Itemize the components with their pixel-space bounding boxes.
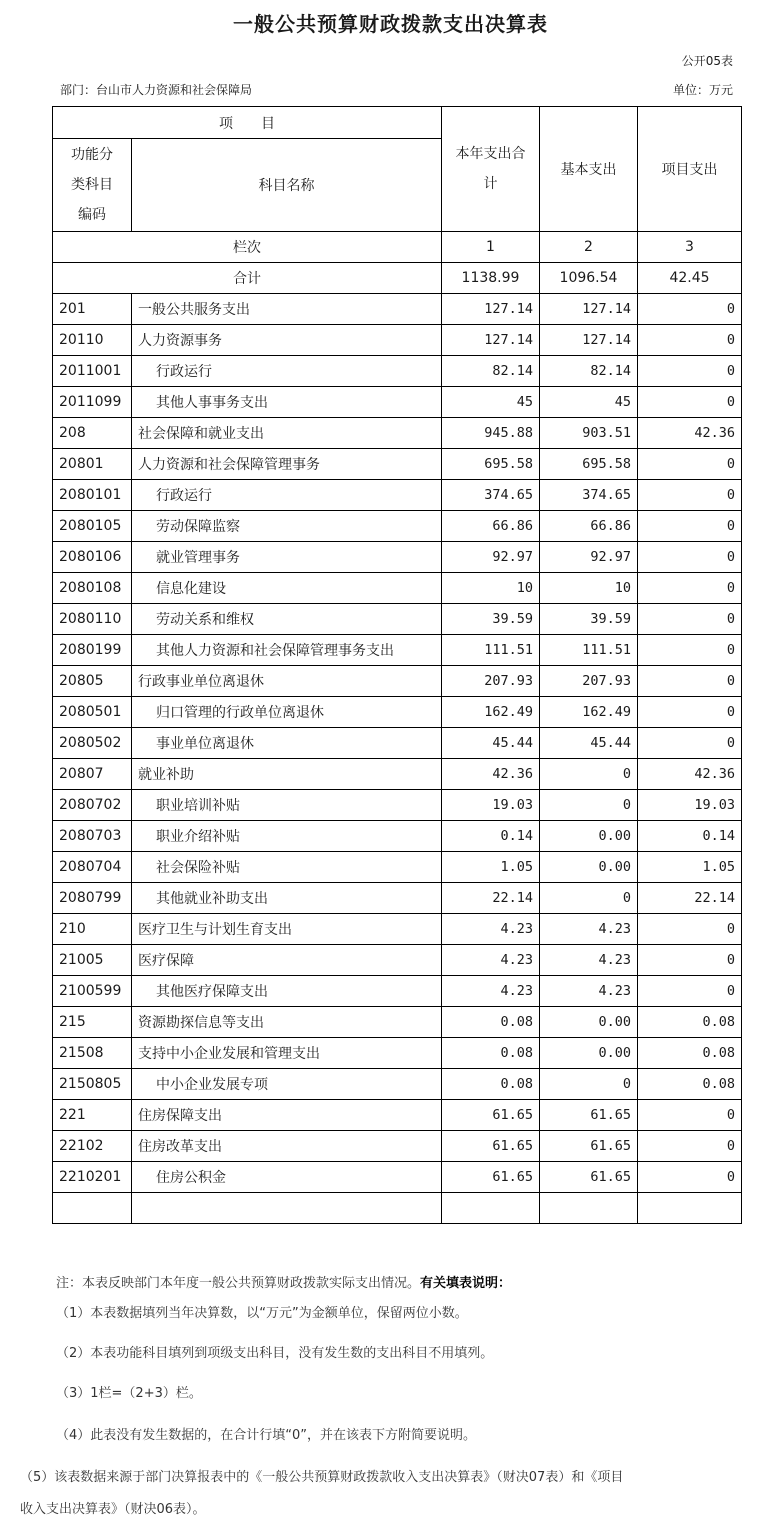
header-total-line2: 计 (483, 176, 498, 192)
row-total: 82.14 (442, 356, 540, 387)
empty-cell (442, 1193, 540, 1224)
row-basic: 162.49 (540, 697, 638, 728)
row-subject-name: 人力资源事务 (132, 325, 442, 356)
row-subject-name: 支持中小企业发展和管理支出 (132, 1038, 442, 1069)
row-project: 0 (638, 542, 742, 573)
row-basic: 0 (540, 1069, 638, 1100)
row-subject-name: 就业补助 (132, 759, 442, 790)
table-row (53, 1131, 742, 1162)
note-5-line1: （5）该表数据来源于部门决算报表中的《一般公共预算财政拨款收入支出决算表》（财决07表）和《项目 (20, 1470, 624, 1485)
row-subject-name: 资源勘探信息等支出 (132, 1007, 442, 1038)
table-row (53, 604, 742, 635)
row-subject-name: 就业管理事务 (132, 542, 442, 573)
row-code: 2011001 (53, 356, 132, 387)
row-project: 0 (638, 1162, 742, 1193)
row-code: 2080106 (53, 542, 132, 573)
row-code: 2150805 (53, 1069, 132, 1100)
row-subject-name: 社会保障和就业支出 (132, 418, 442, 449)
row-subject-name: 中小企业发展专项 (132, 1069, 442, 1100)
table-row (53, 294, 742, 325)
row-total: 162.49 (442, 697, 540, 728)
row-total: 127.14 (442, 294, 540, 325)
row-project: 0 (638, 635, 742, 666)
row-basic: 0 (540, 883, 638, 914)
row-project: 0 (638, 480, 742, 511)
table-row (53, 1069, 742, 1100)
header-basic: 基本支出 (540, 107, 638, 232)
header-total (442, 107, 540, 232)
row-basic: 4.23 (540, 945, 638, 976)
row-basic: 903.51 (540, 418, 638, 449)
row-basic: 45.44 (540, 728, 638, 759)
table-row (53, 356, 742, 387)
department-label: 部门：台山市人力资源和社会保障局 (60, 83, 253, 97)
empty-cell (540, 1193, 638, 1224)
row-total: 0.14 (442, 821, 540, 852)
row-code: 2080105 (53, 511, 132, 542)
row-project: 0 (638, 449, 742, 480)
row-basic: 695.58 (540, 449, 638, 480)
table-row (53, 728, 742, 759)
row-subject-name: 一般公共服务支出 (132, 294, 442, 325)
table-row (53, 914, 742, 945)
row-code: 20807 (53, 759, 132, 790)
form-code: 公开05表 (681, 54, 733, 68)
row-project: 0 (638, 387, 742, 418)
row-subject-name: 社会保险补贴 (132, 852, 442, 883)
row-code: 2080199 (53, 635, 132, 666)
row-project: 0.08 (638, 1007, 742, 1038)
column-index-2: 2 (540, 232, 638, 263)
table-row (53, 790, 742, 821)
header-func-code-line1: 功能分 (71, 147, 113, 163)
table-row (53, 1038, 742, 1069)
row-project: 0.14 (638, 821, 742, 852)
row-project: 0 (638, 511, 742, 542)
row-total: 39.59 (442, 604, 540, 635)
row-project: 0 (638, 573, 742, 604)
row-code: 20110 (53, 325, 132, 356)
row-total: 207.93 (442, 666, 540, 697)
row-subject-name: 医疗保障 (132, 945, 442, 976)
row-subject-name: 职业介绍补贴 (132, 821, 442, 852)
row-project: 42.36 (638, 418, 742, 449)
row-total: 4.23 (442, 945, 540, 976)
row-project: 0 (638, 294, 742, 325)
row-basic: 0.00 (540, 1007, 638, 1038)
row-project: 0.08 (638, 1069, 742, 1100)
row-code: 2011099 (53, 387, 132, 418)
row-total: 45.44 (442, 728, 540, 759)
row-basic: 45 (540, 387, 638, 418)
row-project: 1.05 (638, 852, 742, 883)
note-2: （2）本表功能科目填列到项级支出科目，没有发生数的支出科目不用填列。 (56, 1346, 494, 1361)
row-total: 4.23 (442, 976, 540, 1007)
table-row (53, 666, 742, 697)
empty-row (53, 1193, 742, 1224)
table-row (53, 387, 742, 418)
row-code: 2080101 (53, 480, 132, 511)
page-title: 一般公共预算财政拨款支出决算表 (233, 12, 548, 36)
row-code: 2080704 (53, 852, 132, 883)
row-total: 10 (442, 573, 540, 604)
table-row (53, 325, 742, 356)
row-project: 0 (638, 356, 742, 387)
note-4: （4）此表没有发生数据的，在合计行填“0”，并在该表下方附简要说明。 (56, 1428, 477, 1443)
row-code: 215 (53, 1007, 132, 1038)
table-row (53, 1162, 742, 1193)
row-code: 2080108 (53, 573, 132, 604)
sum-total: 1138.99 (442, 263, 540, 294)
row-subject-name: 归口管理的行政单位离退休 (132, 697, 442, 728)
column-index-label: 栏次 (53, 232, 442, 263)
empty-cell (132, 1193, 442, 1224)
row-subject-name: 职业培训补贴 (132, 790, 442, 821)
row-project: 22.14 (638, 883, 742, 914)
row-code: 2210201 (53, 1162, 132, 1193)
sum-basic: 1096.54 (540, 263, 638, 294)
row-code: 210 (53, 914, 132, 945)
row-code: 208 (53, 418, 132, 449)
table-row (53, 883, 742, 914)
table-row (53, 418, 742, 449)
row-basic: 66.86 (540, 511, 638, 542)
row-project: 0 (638, 1131, 742, 1162)
table-row (53, 821, 742, 852)
row-code: 2080702 (53, 790, 132, 821)
row-basic: 127.14 (540, 325, 638, 356)
row-total: 0.08 (442, 1038, 540, 1069)
header-total-line1: 本年支出合 (455, 146, 526, 162)
row-code: 22102 (53, 1131, 132, 1162)
table-row (53, 1007, 742, 1038)
header-func-code-line2: 类科目 (71, 177, 113, 193)
row-total: 92.97 (442, 542, 540, 573)
row-basic: 82.14 (540, 356, 638, 387)
row-code: 2080799 (53, 883, 132, 914)
row-code: 20801 (53, 449, 132, 480)
notes-intro (56, 1272, 511, 1291)
row-subject-name: 行政事业单位离退休 (132, 666, 442, 697)
table-row (53, 759, 742, 790)
notes-intro-bold: 有关填表说明： (420, 1276, 512, 1291)
row-project: 0 (638, 1100, 742, 1131)
table-row (53, 480, 742, 511)
header-project: 项目支出 (638, 107, 742, 232)
row-subject-name: 住房公积金 (132, 1162, 442, 1193)
table-row (53, 511, 742, 542)
table-row (53, 449, 742, 480)
row-total: 127.14 (442, 325, 540, 356)
header-subject-name: 科目名称 (132, 139, 442, 232)
row-code: 21508 (53, 1038, 132, 1069)
row-total: 42.36 (442, 759, 540, 790)
header-item: 项 目 (53, 107, 442, 139)
row-basic: 4.23 (540, 914, 638, 945)
row-total: 61.65 (442, 1131, 540, 1162)
table-row (53, 852, 742, 883)
row-code: 2080110 (53, 604, 132, 635)
table-row (53, 945, 742, 976)
row-project: 0 (638, 945, 742, 976)
row-code: 2100599 (53, 976, 132, 1007)
row-code: 2080502 (53, 728, 132, 759)
row-basic: 61.65 (540, 1162, 638, 1193)
row-subject-name: 人力资源和社会保障管理事务 (132, 449, 442, 480)
row-basic: 374.65 (540, 480, 638, 511)
row-code: 20805 (53, 666, 132, 697)
row-basic: 127.14 (540, 294, 638, 325)
row-project: 0 (638, 728, 742, 759)
row-total: 374.65 (442, 480, 540, 511)
row-project: 0.08 (638, 1038, 742, 1069)
expenditure-table (52, 106, 742, 1224)
row-basic: 0.00 (540, 821, 638, 852)
table-row (53, 697, 742, 728)
header-func-code (53, 139, 132, 232)
row-subject-name: 信息化建设 (132, 573, 442, 604)
row-total: 1.05 (442, 852, 540, 883)
row-total: 945.88 (442, 418, 540, 449)
row-code: 2080703 (53, 821, 132, 852)
row-project: 0 (638, 914, 742, 945)
row-basic: 0 (540, 790, 638, 821)
row-total: 0.08 (442, 1007, 540, 1038)
row-code: 221 (53, 1100, 132, 1131)
table-row (53, 635, 742, 666)
row-project: 0 (638, 666, 742, 697)
row-total: 111.51 (442, 635, 540, 666)
row-total: 22.14 (442, 883, 540, 914)
column-index-3: 3 (638, 232, 742, 263)
row-basic: 0.00 (540, 852, 638, 883)
table-row (53, 976, 742, 1007)
row-subject-name: 其他人力资源和社会保障管理事务支出 (132, 635, 442, 666)
row-project: 0 (638, 604, 742, 635)
row-subject-name: 医疗卫生与计划生育支出 (132, 914, 442, 945)
row-project: 19.03 (638, 790, 742, 821)
row-subject-name: 其他就业补助支出 (132, 883, 442, 914)
row-subject-name: 劳动关系和维权 (132, 604, 442, 635)
empty-cell (53, 1193, 132, 1224)
table-row (53, 542, 742, 573)
row-code: 2080501 (53, 697, 132, 728)
row-subject-name: 行政运行 (132, 480, 442, 511)
row-basic: 0 (540, 759, 638, 790)
header-func-code-line3: 编码 (78, 207, 106, 223)
row-total: 61.65 (442, 1162, 540, 1193)
row-basic: 111.51 (540, 635, 638, 666)
row-basic: 39.59 (540, 604, 638, 635)
row-subject-name: 住房改革支出 (132, 1131, 442, 1162)
row-subject-name: 行政运行 (132, 356, 442, 387)
row-basic: 61.65 (540, 1100, 638, 1131)
row-basic: 10 (540, 573, 638, 604)
row-total: 695.58 (442, 449, 540, 480)
table-row (53, 573, 742, 604)
row-basic: 207.93 (540, 666, 638, 697)
row-subject-name: 住房保障支出 (132, 1100, 442, 1131)
column-index-1: 1 (442, 232, 540, 263)
row-subject-name: 其他医疗保障支出 (132, 976, 442, 1007)
row-project: 0 (638, 697, 742, 728)
note-1: （1）本表数据填列当年决算数，以“万元”为金额单位，保留两位小数。 (56, 1306, 468, 1321)
unit-label: 单位：万元 (672, 83, 733, 97)
row-basic: 4.23 (540, 976, 638, 1007)
row-project: 0 (638, 325, 742, 356)
row-basic: 61.65 (540, 1131, 638, 1162)
sum-project: 42.45 (638, 263, 742, 294)
note-3: （3）1栏=（2+3）栏。 (56, 1386, 202, 1401)
row-total: 4.23 (442, 914, 540, 945)
row-subject-name: 其他人事事务支出 (132, 387, 442, 418)
table-row (53, 1100, 742, 1131)
note-5-line2: 收入支出决算表》（财决06表）。 (20, 1502, 206, 1517)
row-project: 42.36 (638, 759, 742, 790)
row-code: 201 (53, 294, 132, 325)
row-total: 66.86 (442, 511, 540, 542)
row-total: 0.08 (442, 1069, 540, 1100)
row-subject-name: 事业单位离退休 (132, 728, 442, 759)
row-code: 21005 (53, 945, 132, 976)
notes-intro-text: 注：本表反映部门本年度一般公共预算财政拨款实际支出情况。 (56, 1276, 421, 1291)
empty-cell (638, 1193, 742, 1224)
sum-label: 合计 (53, 263, 442, 294)
row-total: 19.03 (442, 790, 540, 821)
row-basic: 0.00 (540, 1038, 638, 1069)
row-total: 61.65 (442, 1100, 540, 1131)
row-project: 0 (638, 976, 742, 1007)
row-subject-name: 劳动保障监察 (132, 511, 442, 542)
row-total: 45 (442, 387, 540, 418)
row-basic: 92.97 (540, 542, 638, 573)
